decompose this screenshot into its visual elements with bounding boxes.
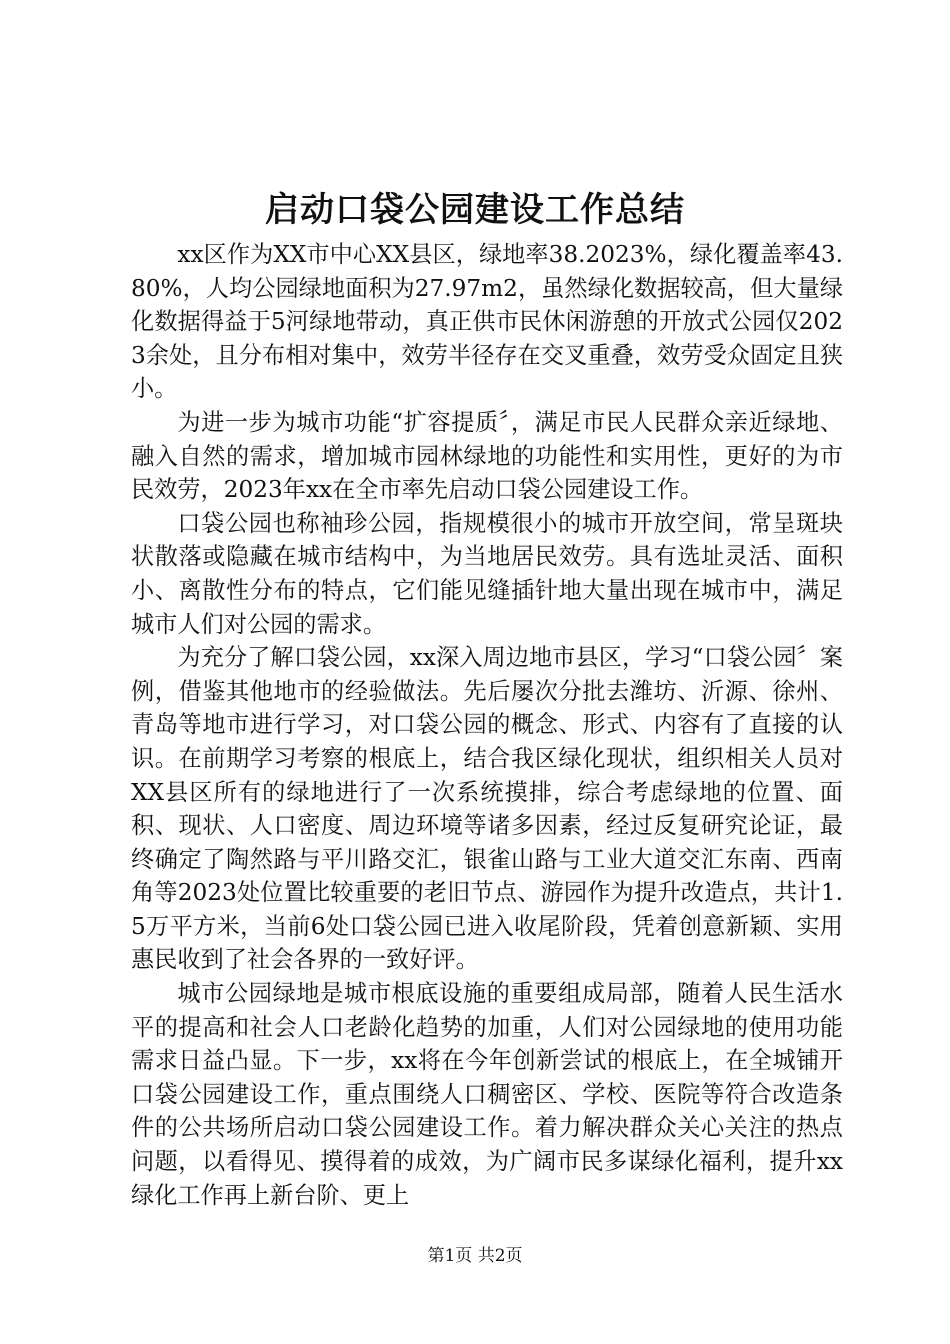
paragraph-5: 城市公园绿地是城市根底设施的重要组成局部，随着人民生活水平的提高和社会人口老龄化趋势的加重，人们对公园绿地的使用功能需求日益凸显。下一步，xx将在今年创新尝试的根底上，在全城铺开口袋公园建设工作，重点围绕人口稠密区、学校、医院等符合改造条件的公共场所启动口袋公园建设工作。着力解决群众关心关注的热点问题，以看得见、摸得着的成效，为广阔市民多谋绿化福利，提升xx绿化工作再上新台阶、更上 xyxy=(131,980,843,1209)
paragraph-1: xx区作为XX市中心XX县区，绿地率38.2023%，绿化覆盖率43.80%，人均公园绿地面积为27.97m2，虽然绿化数据较高，但大量绿化数据得益于5河绿地带动，真正供市民休闲游憩的开放式公园仅2023余处，且分布相对集中，效劳半径存在交叉重叠，效劳受众固定且狭小。 xyxy=(131,241,843,403)
page-number-footer: 第1页 共2页 xyxy=(427,1246,523,1266)
paragraph-4: 为充分了解口袋公园，xx深入周边地市县区，学习“口袋公园〞案例，借鉴其他地市的经验做法。先后屡次分批去潍坊、沂源、徐州、青岛等地市进行学习，对口袋公园的概念、形式、内容有了直接的认识。在前期学习考察的根底上，结合我区绿化现状，组织相关人员对XX县区所有的绿地进行了一次系统摸排，综合考虑绿地的位置、面积、现状、人口密度、周边环境等诸多因素，经过反复研究论证，最终确定了陶然路与平川路交汇，银雀山路与工业大道交汇东南、西南角等2023处位置比较重要的老旧节点、游园作为提升改造点，共计1.5万平方米，当前6处口袋公园已进入收尾阶段，凭着创意新颖、实用惠民收到了社会各界的一致好评。 xyxy=(131,644,843,974)
paragraph-3: 口袋公园也称袖珍公园，指规模很小的城市开放空间，常呈斑块状散落或隐藏在城市结构中，为当地居民效劳。具有选址灵活、面积小、离散性分布的特点，它们能见缝插针地大量出现在城市中，满足城市人们对公园的需求。 xyxy=(131,509,843,638)
document-title: 启动口袋公园建设工作总结 xyxy=(265,190,685,230)
document-body xyxy=(131,238,843,1212)
paragraph-2: 为进一步为城市功能“扩容提质〞，满足市民人民群众亲近绿地、融入自然的需求，增加城市园林绿地的功能性和实用性，更好的为市民效劳，2023年xx在全市率先启动口袋公园建设工作。 xyxy=(131,408,843,504)
